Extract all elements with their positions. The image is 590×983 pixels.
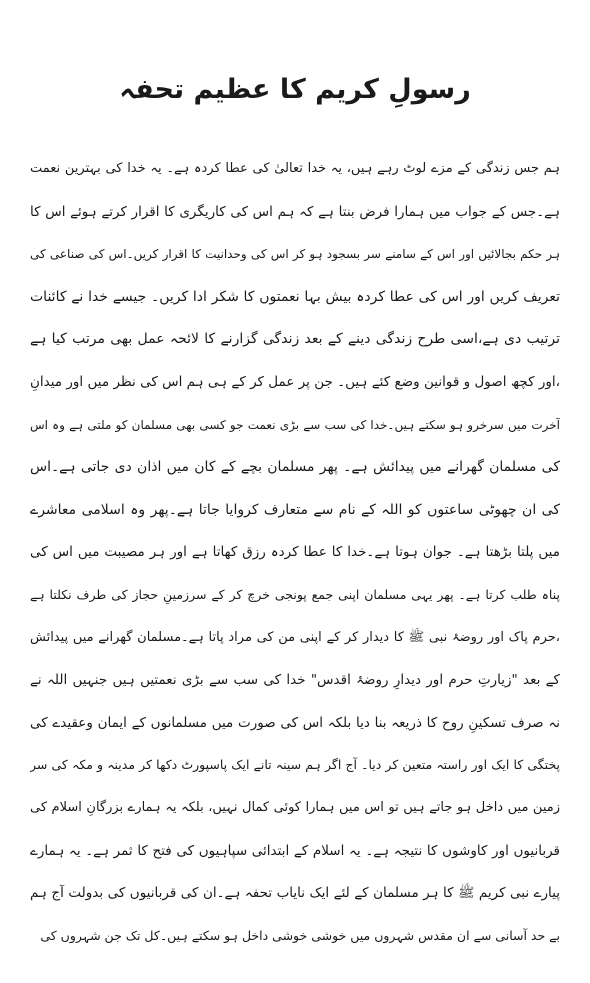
text-line: میں پلتا بڑھتا ہے۔ جوان ہوتا ہے۔خدا کا عطا کردہ رزق کھاتا ہے اور ہر مصیبت میں اس کی	[30, 544, 560, 561]
text-line: ،حرم پاک اور روضۂ نبی ﷺ کا دیدار کر کے اپنی من کی مراد پاتا ہے۔مسلمان گھرانے میں پیدائش	[30, 629, 560, 645]
text-line: کی ان چھوٹی ساعتوں کو اللہ کے نام سے متعارف کروایا جاتا ہے۔پھر وہ اسلامی معاشرے	[30, 501, 560, 518]
text-line: تعریف کریں اور اس کی عطا کردہ بیش بہا نعمتوں کا شکر ادا کریں۔ جیسے خدا نے کائنات	[30, 288, 560, 305]
text-line: پناہ طلب کرتا ہے۔ پھر یہی مسلمان اپنی جمع پونجی خرچ کر کے سرزمینِ حجاز کی طرف نکلتا ہے	[30, 586, 560, 602]
text-line: زمین میں داخل ہو جاتے ہیں تو اس میں ہمارا کوئی کمال نہیں، بلکہ یہ ہمارے بزرگانِ اسلام کی	[30, 799, 560, 815]
page-title: رسولِ کریم کا عظیم تحفہ	[119, 74, 471, 105]
text-line: نہ صرف تسکینِ روح کا ذریعہ بنا دیا بلکہ اس کی صورت میں مسلمانوں کے ایمان وعقیدے کی	[30, 714, 560, 731]
text-line: ہم جس زندگی کے مزے لوٹ رہے ہیں، یہ خدا تعالیٰ کی عطا کردہ ہے۔ یہ خدا کی بہترین نعمت	[30, 161, 560, 176]
text-line: ہر حکم بجالائیں اور اس کے سامنے سر بسجود ہو کر اس کی وحدانیت کا اقرار کریں۔اس کی صناعی کی	[30, 247, 560, 262]
text-line: پختگی کا ایک اور راستہ متعین کر دیا۔ آج اگر ہم سینہ تانے ایک پاسپورٹ دکھا کر مدینہ و مکہ کی سر	[30, 757, 560, 773]
text-line: کے بعد "زیارتِ حرم اور دیدارِ روضۂ اقدس" خدا کی سب سے بڑی نعمتیں ہیں جنہیں اللہ نے	[30, 672, 560, 689]
text-line: قربانیوں اور کاوشوں کا نتیجہ ہے۔ یہ اسلام کے ابتدائی سپاہیوں کی فتح کا ثمر ہے۔ یہ ہمارے	[30, 842, 560, 859]
text-line: کی مسلمان گھرانے میں پیدائش ہے۔ پھر مسلمان بچے کے کان میں اذان دی جاتی ہے۔اس	[30, 459, 560, 476]
text-line: آخرت میں سرخرو ہو سکتے ہیں۔خدا کی سب سے بڑی نعمت جو کسی بھی مسلمان کو ملتی ہے وہ اس	[30, 417, 560, 432]
text-line: ہے۔جس کے جواب میں ہمارا فرض بنتا ہے کہ ہم اس کی کاریگری کا اقرار کرتے ہوئے اس کا	[30, 203, 560, 220]
text-line: ،اور کچھ اصول و قوانین وضع کئے ہیں۔ جن پر عمل کر کے ہی ہم اس کی نظر میں اور میدانِ	[30, 373, 560, 390]
text-line: پیارے نبی کریم ﷺ کا ہر مسلمان کے لئے ایک نایاب تحفہ ہے۔ان کی قربانیوں کی بدولت آج ہم	[30, 885, 560, 902]
article-body	[30, 148, 560, 957]
text-line: بے حد آسانی سے ان مقدس شہروں میں خوشی خوشی داخل ہو سکتے ہیں۔کل تک جن شہروں کی	[40, 927, 560, 943]
text-line: ترتیب دی ہے،اسی طرح زندگی دینے کے بعد زندگی گزارنے کا لائحہ عمل بھی مرتب کیا ہے	[30, 331, 560, 348]
